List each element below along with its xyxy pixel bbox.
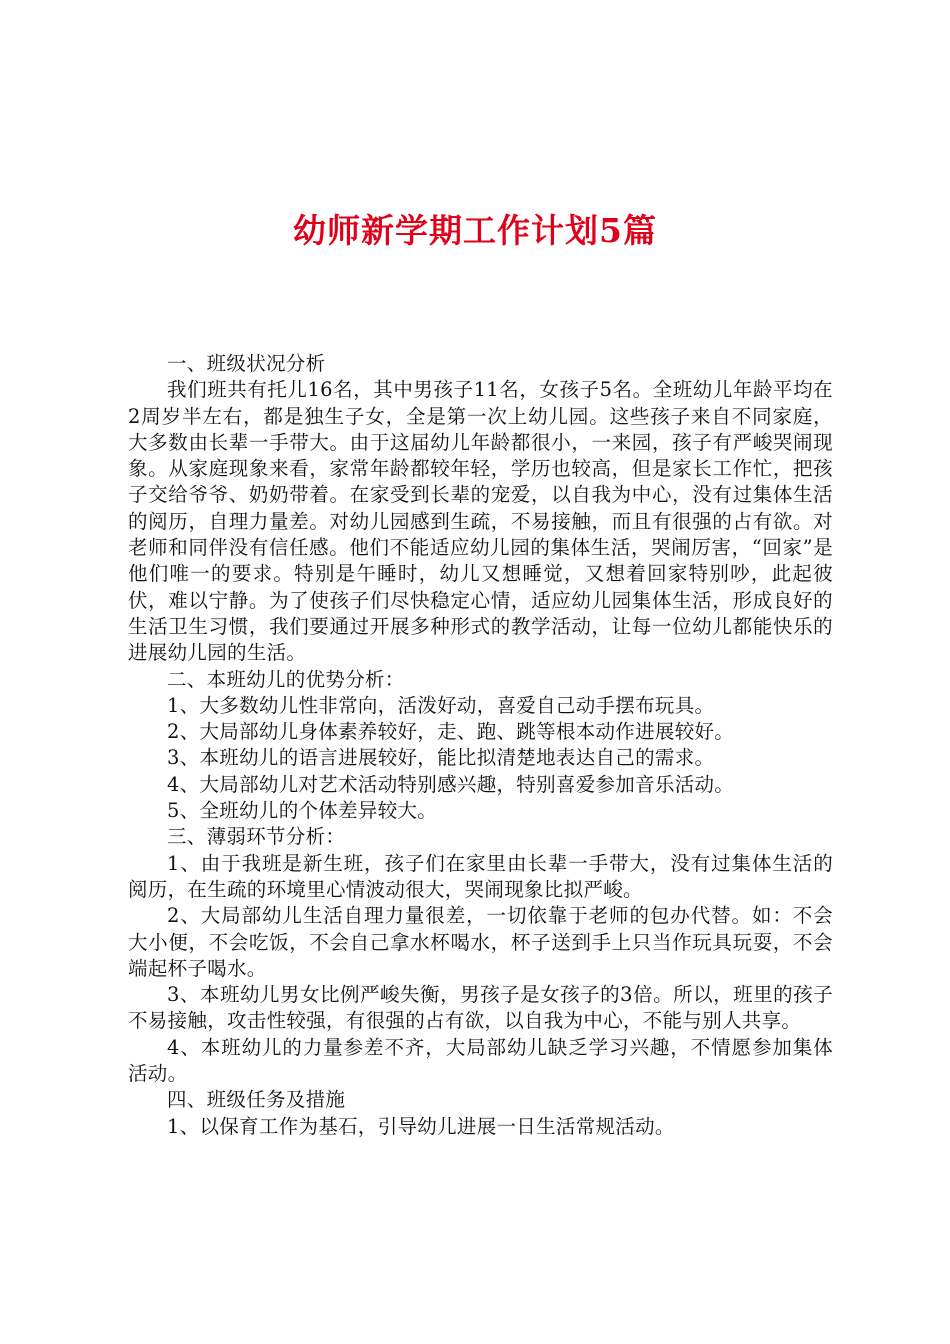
list-item-strength-5: 5、全班幼儿的个体差异较大。 (167, 799, 438, 823)
section-heading-weaknesses: 三、薄弱环节分析： (167, 825, 346, 849)
section-heading-strengths: 二、本班幼儿的优势分析： (167, 667, 405, 691)
section-heading-tasks: 四、班级任务及措施 (167, 1088, 346, 1112)
section-heading-class-status: 一、班级状况分析 (167, 352, 326, 375)
list-item-weakness-1: 1、由于我班是新生班，孩子们在家里由长辈一手带大，没有过集体生活的阅历，在生疏的环境里心情波动很大，哭闹现象比拟严峻。 (128, 851, 833, 901)
list-item-task-1: 1、以保育工作为基石，引导幼儿进展一日生活常规活动。 (167, 1114, 675, 1138)
list-item-weakness-2: 2、大局部幼儿生活自理力量很差，一切依靠于老师的包办代替。如：不会大小便，不会吃饭，不会自己拿水杯喝水，杯子送到手上只当作玩具玩耍，不会端起杯子喝水。 (128, 904, 833, 980)
paragraph-class-status: 我们班共有托儿16名，其中男孩子11名，女孩子5名。全班幼儿年龄平均在2周岁半左右，都是独生子女，全是第一次上幼儿园。这些孩子来自不同家庭，大多数由长辈一手带大。由于这届幼儿年龄都很小，一来园，孩子有严峻哭闹现象。从家庭现象来看，家常年龄都较年轻，学历也较高，但是家长工作忙，把孩子交给爷爷、奶奶带着。在家受到长辈的宠爱，以自我为中心，没有过集体生活的阅历，自理力量差。对幼儿园感到生疏，不易接触，而且有很强的占有欲。对老师和同伴没有信任感。他们不能适应幼儿园的集体生活，哭闹厉害，“回家”是他们唯一的要求。特别是午睡时，幼儿又想睡觉，又想着回家特别吵，此起彼伏，难以宁静。为了使孩子们尽快稳定心情，适应幼儿园集体生活，形成良好的生活卫生习惯，我们要通过开展多种形式的教学活动，让每一位幼儿都能快乐的进展幼儿园的生活。 (128, 378, 833, 665)
list-item-strength-2: 2、大局部幼儿身体素养较好，走、跑、跳等根本动作进展较好。 (167, 720, 735, 744)
document-body (128, 351, 833, 1140)
list-item-weakness-3: 3、本班幼儿男女比例严峻失衡，男孩子是女孩子的3倍。所以，班里的孩子不易接触，攻击性较强，有很强的占有欲，以自我为中心，不能与别人共享。 (128, 983, 833, 1033)
list-item-strength-1: 1、大多数幼儿性非常向，活泼好动，喜爱自己动手摆布玩具。 (167, 693, 715, 717)
list-item-strength-3: 3、本班幼儿的语言进展较好，能比拟清楚地表达自己的需求。 (167, 746, 715, 770)
list-item-strength-4: 4、大局部幼儿对艺术活动特别感兴趣，特别喜爱参加音乐活动。 (167, 772, 735, 796)
list-item-weakness-4: 4、本班幼儿的力量参差不齐，大局部幼儿缺乏学习兴趣，不情愿参加集体活动。 (128, 1035, 833, 1086)
document-title: 幼师新学期工作计划5篇 (293, 211, 657, 250)
